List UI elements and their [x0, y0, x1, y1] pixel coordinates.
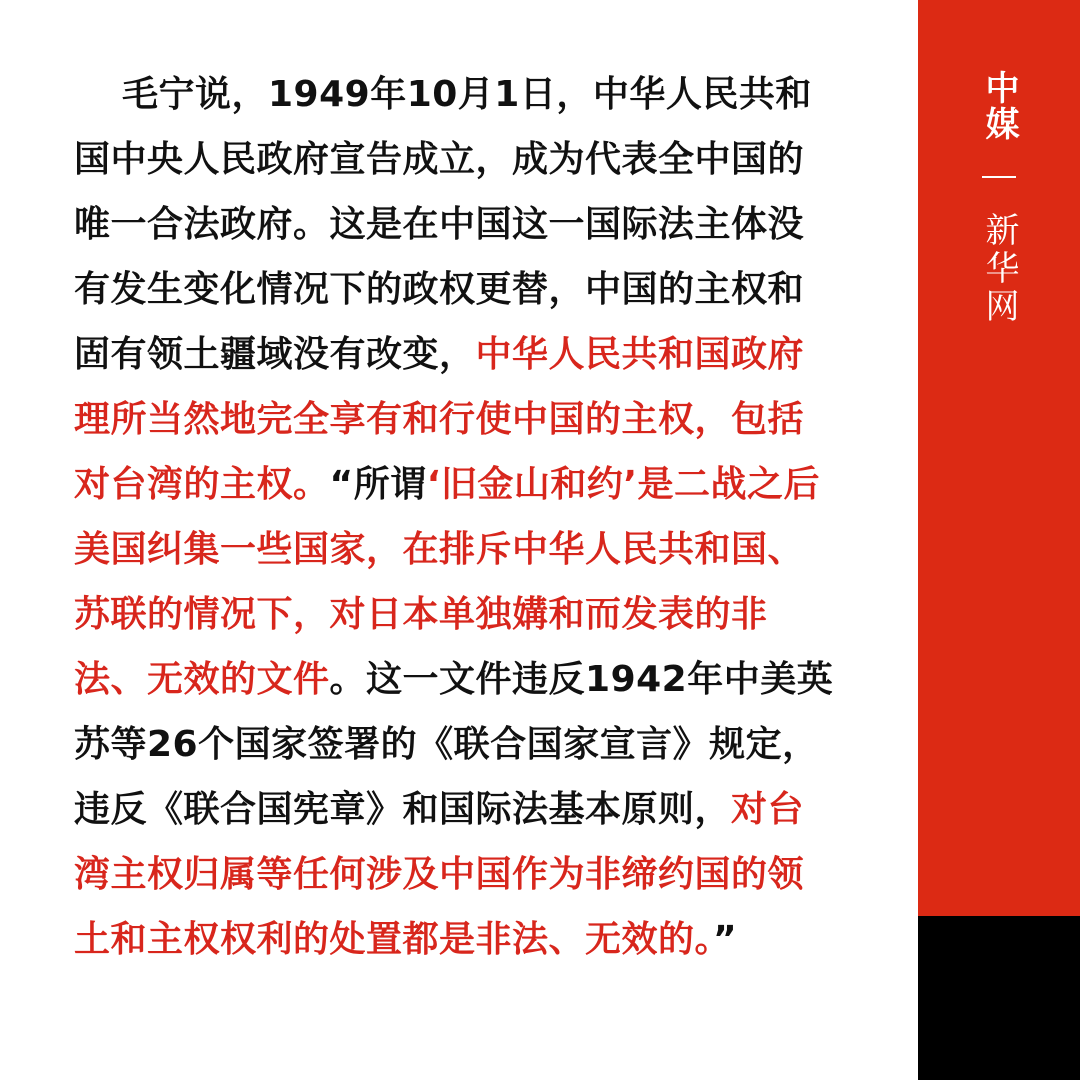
brand-logo-icon	[55, 973, 111, 1029]
footer-block	[918, 916, 1080, 1080]
highlighted-text-segment: ‘旧金山和约’是二战之后美国纠集一些国家，在排斥中华人民共和国、苏联的情况下，对日本单独媾和而发表的非法、无效的文件	[74, 464, 821, 700]
media-type-label: 中媒	[979, 70, 1019, 142]
text-segment: 。这一文件违反1942年中美英苏等26个国家签署的《联合国家宣言》规定，违反《联合国宪章》和国际法基本原则，	[74, 659, 834, 830]
highlighted-text-segment: 对台湾主权归属等任何涉及中国作为非缔约国的领土和主权权利的处置都是非法、无效的。	[74, 789, 805, 960]
text-segment: 毛宁说，1949年10月1日，中华人民共和国中央人民政府宣告成立，成为代表全中国的唯一合法政府。这是在中国这一国际法主体没有发生变化情况下的政权更替，中国的主权和固有领土疆域没有改变，	[74, 74, 812, 375]
text-segment: “所谓	[329, 464, 427, 505]
text-segment: ”	[713, 919, 738, 960]
source-label	[918, 70, 1080, 326]
outlet-name: 新华网	[979, 212, 1019, 326]
article-paragraph	[74, 62, 838, 972]
divider	[982, 176, 1016, 178]
highlighted-text-segment: 中华人民共和国政府理所当然地完全享有和行使中国的主权，包括对台湾的主权。	[74, 334, 805, 505]
source-sidebar	[918, 0, 1080, 916]
